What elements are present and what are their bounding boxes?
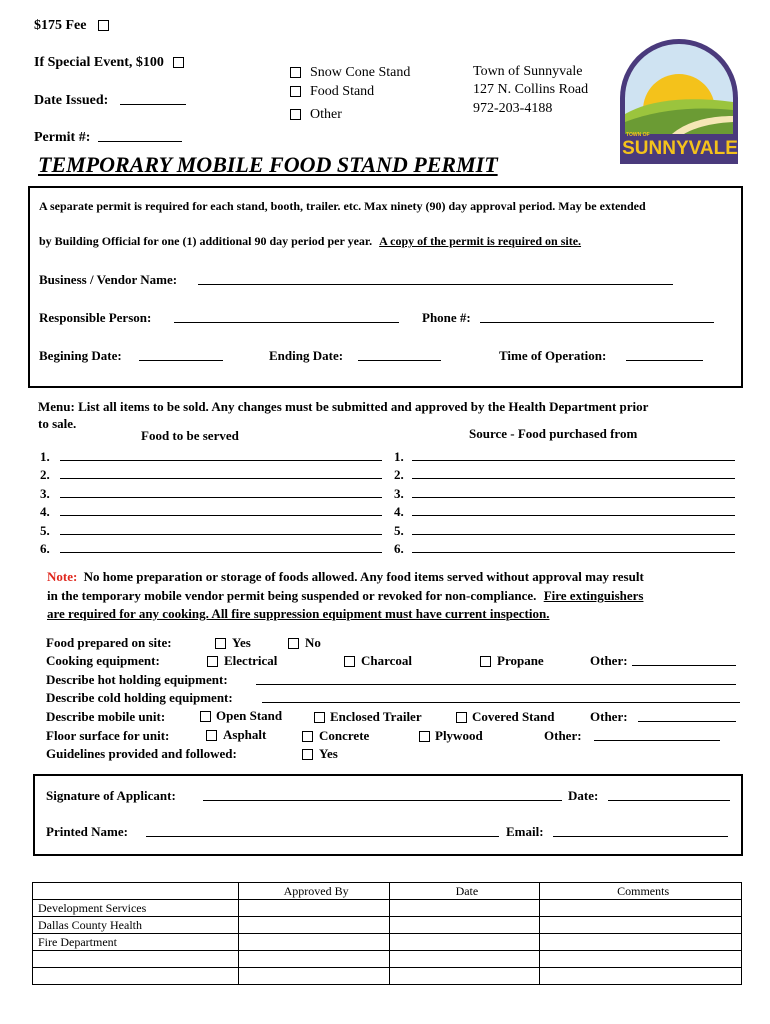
menu-intro-a: Menu: List all items to be sold. Any changes must be submitted and approved by the Health Department prior xyxy=(38,399,649,414)
note-text-2a: in the temporary mobile vendor permit being suspended or revoked for non-compliance. xyxy=(47,588,537,603)
propane-label: Propane xyxy=(497,653,544,668)
approval-row xyxy=(33,968,742,985)
prepared-no-option[interactable] xyxy=(288,635,321,651)
approval-row xyxy=(33,900,742,917)
menu-right-number: 4. xyxy=(394,504,404,520)
note-line-1 xyxy=(47,569,644,585)
note-label: Note: xyxy=(47,569,78,584)
approval-date-cell[interactable] xyxy=(389,900,540,917)
special-event-label: If Special Event, $100 xyxy=(34,55,164,70)
menu-right-number: 5. xyxy=(394,522,404,538)
approval-comments-cell[interactable] xyxy=(540,917,742,934)
business-name-label: Business / Vendor Name: xyxy=(39,272,178,287)
cold-holding-field[interactable] xyxy=(262,702,740,703)
menu-left-number: 3. xyxy=(40,485,50,501)
charcoal-label: Charcoal xyxy=(361,653,413,668)
guidelines-yes-checkbox[interactable] xyxy=(302,749,313,760)
info-line-1: A separate permit is required for each stand, booth, trailer. etc. Max ninety (90) day approval period. May be extended xyxy=(39,199,646,213)
plywood-option[interactable] xyxy=(419,728,483,744)
sunnyvale-logo xyxy=(616,36,742,164)
menu-left-number: 5. xyxy=(40,522,50,538)
menu-right-number: 3. xyxy=(394,485,404,501)
approval-row xyxy=(33,917,742,934)
asphalt-option[interactable] xyxy=(206,727,266,743)
snow-cone-label: Snow Cone Stand xyxy=(310,65,411,80)
floor-surface-label: Floor surface for unit: xyxy=(46,728,170,743)
approval-approved-by-cell[interactable] xyxy=(238,951,389,968)
approval-comments-cell[interactable] xyxy=(540,968,742,985)
approval-department xyxy=(33,951,239,968)
electrical-checkbox[interactable] xyxy=(207,656,218,667)
time-of-operation-label: Time of Operation: xyxy=(499,348,607,363)
email-field[interactable] xyxy=(553,836,728,837)
food-source-field[interactable] xyxy=(412,534,735,535)
propane-option[interactable] xyxy=(480,653,544,669)
printed-name-label: Printed Name: xyxy=(46,824,128,839)
note-line-2 xyxy=(47,588,643,604)
other-stand-label: Other xyxy=(310,107,342,122)
food-prepared-label: Food prepared on site: xyxy=(46,635,172,650)
approval-header-date: Date xyxy=(389,883,540,900)
cooking-equipment-label: Cooking equipment: xyxy=(46,653,160,668)
menu-right-number: 6. xyxy=(394,541,404,557)
responsible-person-label: Responsible Person: xyxy=(39,310,152,325)
menu-left-number: 6. xyxy=(40,541,50,557)
food-source-field[interactable] xyxy=(412,460,735,461)
page-title: TEMPORARY MOBILE FOOD STAND PERMIT xyxy=(38,152,498,177)
town-name: Town of Sunnyvale xyxy=(473,64,583,79)
concrete-checkbox[interactable] xyxy=(302,731,313,742)
food-source-field[interactable] xyxy=(412,515,735,516)
enclosed-trailer-label: Enclosed Trailer xyxy=(330,709,422,724)
info-line-2b: A copy of the permit is required on site. xyxy=(379,234,582,248)
phone-label: Phone #: xyxy=(422,310,471,325)
mobile-other-label: Other: xyxy=(590,709,628,724)
snow-cone-option[interactable] xyxy=(290,64,410,81)
signature-box xyxy=(33,774,743,856)
enclosed-trailer-checkbox[interactable] xyxy=(314,712,325,723)
approval-header-approved-by: Approved By xyxy=(238,883,389,900)
menu-right-numbers xyxy=(394,448,404,558)
approval-date-cell[interactable] xyxy=(389,968,540,985)
menu-left-number: 2. xyxy=(40,467,50,483)
food-item-field[interactable] xyxy=(60,478,382,479)
charcoal-checkbox[interactable] xyxy=(344,656,355,667)
approval-date-cell[interactable] xyxy=(389,917,540,934)
approval-approved-by-cell[interactable] xyxy=(238,968,389,985)
menu-intro-b: to sale. xyxy=(38,416,77,431)
floor-other-label: Other: xyxy=(544,728,582,743)
electrical-label: Electrical xyxy=(224,653,278,668)
prepared-no-label: No xyxy=(305,635,321,650)
food-item-field[interactable] xyxy=(60,534,382,535)
guidelines-yes-option[interactable] xyxy=(302,746,338,762)
mobile-unit-label: Describe mobile unit: xyxy=(46,709,166,724)
enclosed-trailer-option[interactable] xyxy=(314,709,422,725)
approval-approved-by-cell[interactable] xyxy=(238,900,389,917)
food-item-field[interactable] xyxy=(60,497,382,498)
food-source-field[interactable] xyxy=(412,552,735,553)
email-label: Email: xyxy=(506,824,544,839)
phone-field[interactable] xyxy=(480,322,714,323)
approval-comments-cell[interactable] xyxy=(540,934,742,951)
food-source-field[interactable] xyxy=(412,497,735,498)
mobile-other-field[interactable] xyxy=(638,721,736,722)
asphalt-label: Asphalt xyxy=(223,727,267,742)
info-line-2 xyxy=(39,234,581,249)
approval-header-comments: Comments xyxy=(540,883,742,900)
menu-left-number: 4. xyxy=(40,504,50,520)
signature-date-label: Date: xyxy=(568,788,599,803)
asphalt-checkbox[interactable] xyxy=(206,730,217,741)
permit-number-field[interactable] xyxy=(98,141,182,142)
menu-right-number: 2. xyxy=(394,467,404,483)
approval-row xyxy=(33,934,742,951)
other-stand-checkbox[interactable] xyxy=(290,109,301,120)
approval-comments-cell[interactable] xyxy=(540,951,742,968)
logo-small-text: TOWN OF xyxy=(626,132,650,138)
food-item-field[interactable] xyxy=(60,460,382,461)
propane-checkbox[interactable] xyxy=(480,656,491,667)
food-item-field[interactable] xyxy=(60,515,382,516)
electrical-option[interactable] xyxy=(207,653,277,669)
food-source-field[interactable] xyxy=(412,478,735,479)
open-stand-option[interactable] xyxy=(200,708,282,724)
snow-cone-checkbox[interactable] xyxy=(290,67,301,78)
note-text-2b: Fire extinguishers xyxy=(543,588,644,603)
approval-date-cell[interactable] xyxy=(389,951,540,968)
charcoal-option[interactable] xyxy=(344,653,412,669)
end-date-label: Ending Date: xyxy=(269,348,344,363)
cooking-other-label: Other: xyxy=(590,653,628,668)
prepared-yes-option[interactable] xyxy=(215,635,251,651)
cold-holding-label: Describe cold holding equipment: xyxy=(46,690,233,705)
fee-row xyxy=(34,17,109,34)
approval-row xyxy=(33,951,742,968)
fee-checkbox[interactable] xyxy=(98,20,109,31)
permit-number-label: Permit #: xyxy=(34,130,91,145)
prepared-yes-checkbox[interactable] xyxy=(215,638,226,649)
note-line-3: are required for any cooking. All fire suppression equipment must have current inspection. xyxy=(47,606,550,621)
time-of-operation-field[interactable] xyxy=(626,360,703,361)
business-name-field[interactable] xyxy=(198,284,673,285)
approval-approved-by-cell[interactable] xyxy=(238,917,389,934)
covered-stand-option[interactable] xyxy=(456,709,554,725)
approval-table xyxy=(32,882,742,985)
food-stand-label: Food Stand xyxy=(310,84,375,99)
menu-col-left: Food to be served xyxy=(141,428,239,443)
date-issued-label: Date Issued: xyxy=(34,93,109,108)
concrete-label: Concrete xyxy=(319,728,370,743)
approval-comments-cell[interactable] xyxy=(540,900,742,917)
concrete-option[interactable] xyxy=(302,728,369,744)
food-item-field[interactable] xyxy=(60,552,382,553)
food-stand-checkbox[interactable] xyxy=(290,86,301,97)
plywood-checkbox[interactable] xyxy=(419,731,430,742)
open-stand-label: Open Stand xyxy=(216,708,283,723)
hot-holding-field[interactable] xyxy=(256,684,736,685)
approval-header-row xyxy=(33,883,742,900)
floor-other-field[interactable] xyxy=(594,740,720,741)
begin-date-label: Begining Date: xyxy=(39,348,122,363)
covered-stand-checkbox[interactable] xyxy=(456,712,467,723)
date-issued-field[interactable] xyxy=(120,104,186,105)
approval-department xyxy=(33,968,239,985)
hot-holding-label: Describe hot holding equipment: xyxy=(46,672,228,687)
approval-date-cell[interactable] xyxy=(389,934,540,951)
responsible-person-field[interactable] xyxy=(174,322,399,323)
menu-col-right: Source - Food purchased from xyxy=(469,426,638,441)
printed-name-field[interactable] xyxy=(146,836,499,837)
signature-date-field[interactable] xyxy=(608,800,730,801)
approval-department: Dallas County Health xyxy=(33,917,239,934)
menu-left-numbers xyxy=(40,448,50,558)
approval-department: Fire Department xyxy=(33,934,239,951)
note-text-1: No home preparation or storage of foods allowed. Any food items served without approval may result xyxy=(83,569,644,584)
plywood-label: Plywood xyxy=(435,728,483,743)
approval-header-blank xyxy=(33,883,239,900)
menu-right-number: 1. xyxy=(394,449,404,464)
fee-label: $175 Fee xyxy=(34,18,87,33)
other-stand-option[interactable] xyxy=(290,106,342,123)
guidelines-label: Guidelines provided and followed: xyxy=(46,746,237,761)
logo-name: SUNNYVALE xyxy=(622,138,738,159)
signature-field[interactable] xyxy=(203,800,562,801)
prepared-yes-label: Yes xyxy=(232,635,251,650)
begin-date-field[interactable] xyxy=(139,360,223,361)
signature-label: Signature of Applicant: xyxy=(46,788,176,803)
covered-stand-label: Covered Stand xyxy=(472,709,555,724)
guidelines-yes-label: Yes xyxy=(319,746,338,761)
prepared-no-checkbox[interactable] xyxy=(288,638,299,649)
special-event-checkbox[interactable] xyxy=(173,57,184,68)
end-date-field[interactable] xyxy=(358,360,441,361)
town-street: 127 N. Collins Road xyxy=(473,82,589,97)
menu-left-number: 1. xyxy=(40,449,50,464)
info-line-2a: by Building Official for one (1) additional 90 day period per year. xyxy=(39,234,373,248)
open-stand-checkbox[interactable] xyxy=(200,711,211,722)
town-phone: 972-203-4188 xyxy=(473,101,553,116)
special-event-row xyxy=(34,54,184,71)
food-stand-option[interactable] xyxy=(290,83,374,100)
approval-department: Development Services xyxy=(33,900,239,917)
cooking-other-field[interactable] xyxy=(632,665,736,666)
approval-approved-by-cell[interactable] xyxy=(238,934,389,951)
